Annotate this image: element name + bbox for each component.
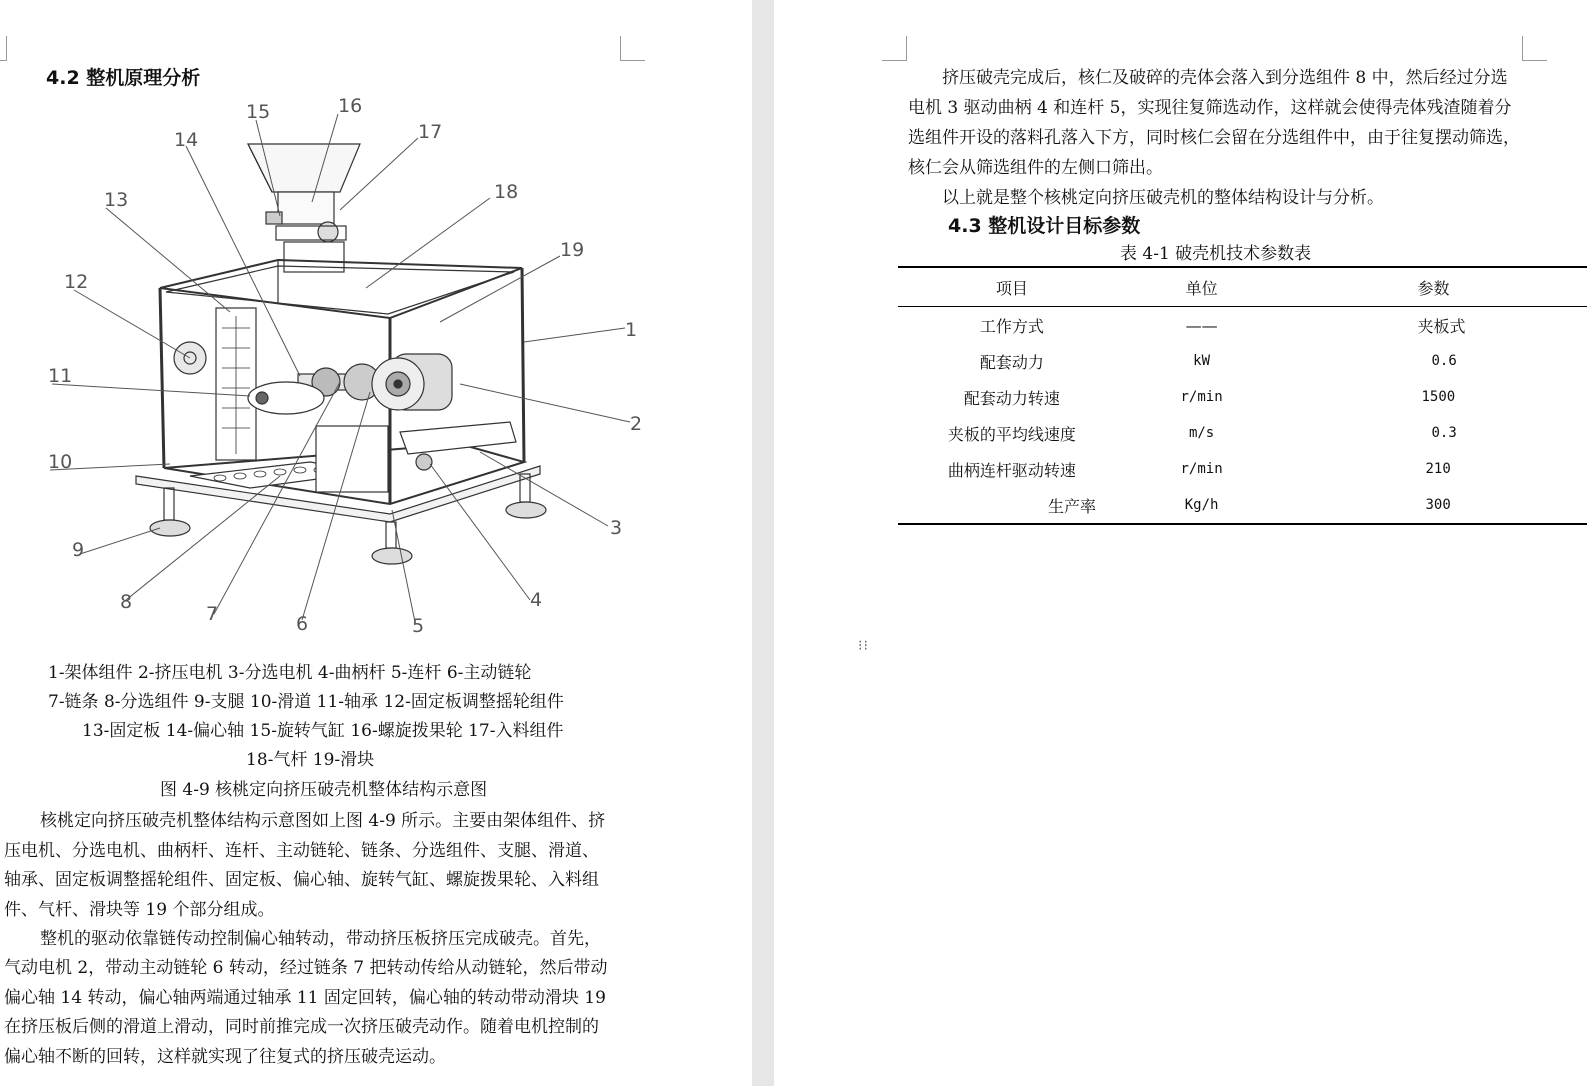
body-line: 电机 3 驱动曲柄 4 和连杆 5，实现往复筛选动作，这样就会使得壳体残渣随着分 xyxy=(908,98,1512,118)
table-cell: 生产率 xyxy=(898,487,1126,524)
table-cell: r/min xyxy=(1180,389,1223,405)
figure-caption: 图 4-9 核桃定向挤压破壳机整体结构示意图 xyxy=(160,780,488,800)
callout-10: 10 xyxy=(48,451,73,473)
machine-structure-figure xyxy=(40,92,660,642)
callout-14: 14 xyxy=(174,129,199,151)
column-header: 项目 xyxy=(898,267,1126,307)
corner-mark xyxy=(620,36,645,61)
page-gap xyxy=(752,0,774,1086)
callout-4: 4 xyxy=(530,589,543,611)
table-row xyxy=(898,451,1587,487)
left-page xyxy=(0,0,752,1086)
body-line: 选组件开设的落料孔落入下方，同时核仁会留在分选组件中，由于往复摆动筛选， xyxy=(908,128,1520,148)
column-header: 单位 xyxy=(1126,267,1278,307)
figure-legend-line: 13-固定板 14-偏心轴 15-旋转气缸 16-螺旋拨果轮 17-入料组件 xyxy=(82,721,564,741)
body-line: 挤压破壳完成后，核仁及破碎的壳体会落入到分选组件 8 中，然后经过分选 xyxy=(942,68,1508,88)
body-line: 以上就是整个核桃定向挤压破壳机的整体结构设计与分析。 xyxy=(942,188,1384,208)
table-cell: 210 xyxy=(1425,461,1451,477)
callout-6: 6 xyxy=(296,613,309,635)
callout-15: 15 xyxy=(246,101,271,123)
table-row xyxy=(898,343,1587,379)
body-line: 件、气杆、滑块等 19 个部分组成。 xyxy=(4,900,275,920)
table-row xyxy=(898,379,1587,415)
section-heading: 4.2 整机原理分析 xyxy=(46,67,201,89)
callout-12: 12 xyxy=(64,271,89,293)
right-page[interactable] xyxy=(774,0,1587,1086)
callout-5: 5 xyxy=(412,615,425,637)
table-cell: 夹板式 xyxy=(1417,316,1466,336)
table-cell: kW xyxy=(1193,353,1211,369)
table-cell: 配套动力转速 xyxy=(963,388,1060,408)
callout-3: 3 xyxy=(610,517,623,539)
table-cell: r/min xyxy=(1180,461,1223,477)
body-line: 偏心轴不断的回转，这样就实现了往复式的挤压破壳运动。 xyxy=(4,1047,446,1067)
table-cell: 1500 xyxy=(1421,389,1456,405)
table-cell: 夹板的平均线速度 xyxy=(947,424,1076,444)
callout-1: 1 xyxy=(625,319,638,341)
corner-mark xyxy=(1522,36,1547,61)
body-line: 偏心轴 14 转动，偏心轴两端通过轴承 11 固定回转，偏心轴的转动带动滑块 19 xyxy=(4,988,606,1008)
body-line: 气动电机 2，带动主动链轮 6 转动，经过链条 7 把转动传给从动链轮，然后带动 xyxy=(4,958,608,978)
callout-9: 9 xyxy=(72,539,85,561)
callout-18: 18 xyxy=(494,181,519,203)
table-row xyxy=(898,415,1587,451)
figure-legend-line: 18-气杆 19-滑块 xyxy=(246,750,375,770)
table-cell: 配套动力 xyxy=(979,352,1044,372)
table-cell: 0.3 xyxy=(1431,425,1457,441)
parameter-table xyxy=(898,266,1587,525)
callout-7: 7 xyxy=(206,603,219,625)
table-cell: 曲柄连杆驱动转速 xyxy=(947,460,1076,480)
table-cell: 0.6 xyxy=(1431,353,1457,369)
body-line: 核仁会从筛选组件的左侧口筛出。 xyxy=(908,158,1163,178)
callout-13: 13 xyxy=(104,189,129,211)
section-heading: 4.3 整机设计目标参数 xyxy=(948,215,1141,237)
table-cell: 300 xyxy=(1277,487,1587,524)
body-line: 轴承、固定板调整摇轮组件、固定板、偏心轴、旋转气缸、螺旋拨果轮、入料组 xyxy=(4,870,599,890)
body-line: 压电机、分选电机、曲柄杆、连杆、主动链轮、链条、分选组件、支腿、滑道、 xyxy=(4,841,599,861)
body-line: 核桃定向挤压破壳机整体结构示意图如上图 4-9 所示。主要由架体组件、挤 xyxy=(40,811,606,831)
corner-mark xyxy=(882,36,907,61)
table-caption: 表 4-1 破壳机技术参数表 xyxy=(1120,244,1312,264)
body-line: 整机的驱动依靠链传动控制偏心轴转动，带动挤压板挤压完成破壳。首先， xyxy=(40,929,601,949)
corner-mark xyxy=(0,36,7,61)
table-cell: —— xyxy=(1185,315,1218,335)
callout-19: 19 xyxy=(560,239,585,261)
callout-11: 11 xyxy=(48,365,73,387)
callout-16: 16 xyxy=(338,95,363,117)
table-header-row xyxy=(898,267,1587,307)
callout-8: 8 xyxy=(120,591,133,613)
drag-handle-icon[interactable]: ⁝⁝ xyxy=(858,638,869,654)
table-cell: m/s xyxy=(1188,425,1215,441)
table-row xyxy=(898,307,1587,344)
callout-2: 2 xyxy=(630,413,643,435)
table-cell: 工作方式 xyxy=(979,316,1044,336)
table-row xyxy=(898,487,1587,524)
column-header: 参数 xyxy=(1277,267,1587,307)
table-cell: Kg/h xyxy=(1126,487,1278,524)
figure-legend-line: 7-链条 8-分选组件 9-支腿 10-滑道 11-轴承 12-固定板调整摇轮组件 xyxy=(48,692,564,712)
body-line: 在挤压板后侧的滑道上滑动，同时前推完成一次挤压破壳动作。随着电机控制的 xyxy=(4,1017,599,1037)
callout-17: 17 xyxy=(418,121,443,143)
figure-legend-line: 1-架体组件 2-挤压电机 3-分选电机 4-曲柄杆 5-连杆 6-主动链轮 xyxy=(48,663,532,683)
